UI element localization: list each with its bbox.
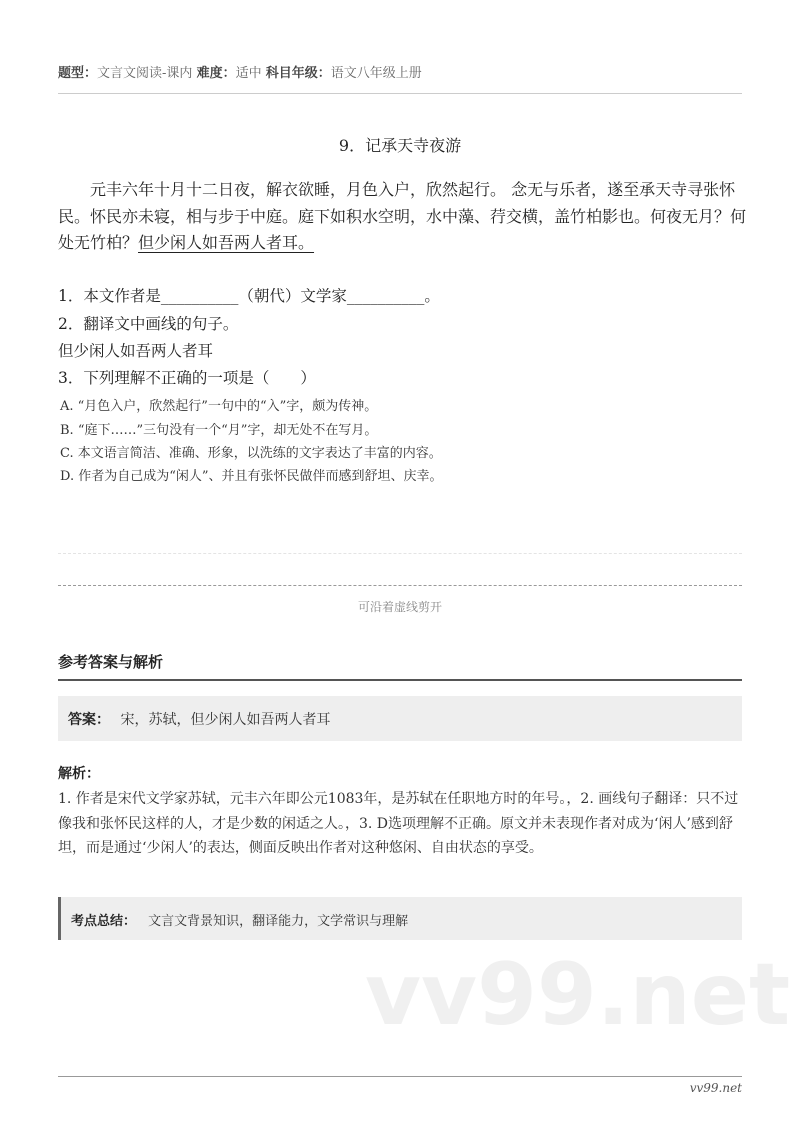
- difficulty-label: 难度：: [196, 66, 236, 81]
- analysis-label: 解析：: [58, 766, 100, 782]
- footer-divider: [58, 1076, 742, 1077]
- faint-dashed-line: [58, 553, 742, 554]
- type-label: 题型：: [58, 66, 98, 81]
- answer-label: 答案：: [68, 712, 110, 728]
- question-2: 2．翻译文中画线的句子。: [58, 315, 239, 333]
- cut-hint: 可沿着虚线剪开: [357, 600, 442, 614]
- summary-label: 考点总结：: [71, 914, 137, 929]
- passage-text: [58, 177, 748, 257]
- question-3: 3．下列理解不正确的一项是（ ）: [58, 369, 316, 387]
- question-meta: [58, 62, 422, 81]
- summary-line: [71, 910, 408, 929]
- answer-divider: [58, 679, 742, 681]
- option-d: D. 作者为自己成为“闲人”、并且有张怀民做伴而感到舒坦、庆幸。: [60, 469, 443, 484]
- watermark: vv99.net: [365, 945, 791, 1045]
- passage-body: 元丰六年十月十二日夜，解衣欲睡，月色入户，欣然起行。 念无与乐者，遂至承天寺寻张怀民。怀民亦未寝，相与步于中庭。庭下如积水空明，水中藻、荇交横，盖竹柏影也。何夜无月？何处无竹柏？: [58, 180, 747, 252]
- answer-heading: 参考答案与解析: [58, 653, 164, 671]
- question-2-sentence: 但少闲人如吾两人者耳: [58, 342, 214, 360]
- header-divider: [58, 93, 742, 94]
- answer-box: [58, 696, 742, 741]
- subject-value: 语文八年级上册: [330, 66, 422, 81]
- subject-label: 科目年级：: [265, 66, 331, 81]
- difficulty-value: 适中: [235, 66, 262, 81]
- question-1: 1．本文作者是__________（朝代）文学家__________。: [58, 287, 440, 305]
- answer-line: [68, 709, 330, 729]
- option-c: C. 本文语言简洁、准确、形象，以洗练的文字表达了丰富的内容。: [60, 446, 442, 461]
- option-a: A. “月色入户，欣然起行”一句中的“入”字，颇为传神。: [60, 399, 378, 414]
- analysis-text: 1. 作者是宋代文学家苏轼，元丰六年即公元1083年，是苏轼在任职地方时的年号。，2. 画线句子翻译：只不过像我和张怀民这样的人，才是少数的闲适之人。，3. D选项理解不正确。原文并未表现作者对成为‘闲人’感到舒坦，而是通过‘少闲人’的表达，侧面反映出作者对这种悠闲、自由状态的享受。: [58, 791, 739, 856]
- option-b: B. “庭下……”三句没有一个“月”字，却无处不在写月。: [60, 423, 378, 438]
- footer-site: vv99.net: [689, 1081, 742, 1095]
- summary-value: 文言文背景知识，翻译能力，文学常识与理解: [148, 914, 409, 929]
- passage-title: 9．记承天寺夜游: [338, 136, 462, 155]
- answer-value: 宋，苏轼，但少闲人如吾两人者耳: [120, 712, 331, 728]
- type-value: 文言文阅读-课内: [97, 66, 193, 81]
- underlined-sentence: 但少闲人如吾两人者耳。: [138, 233, 315, 252]
- cut-line: [58, 585, 742, 586]
- summary-box: [58, 897, 742, 940]
